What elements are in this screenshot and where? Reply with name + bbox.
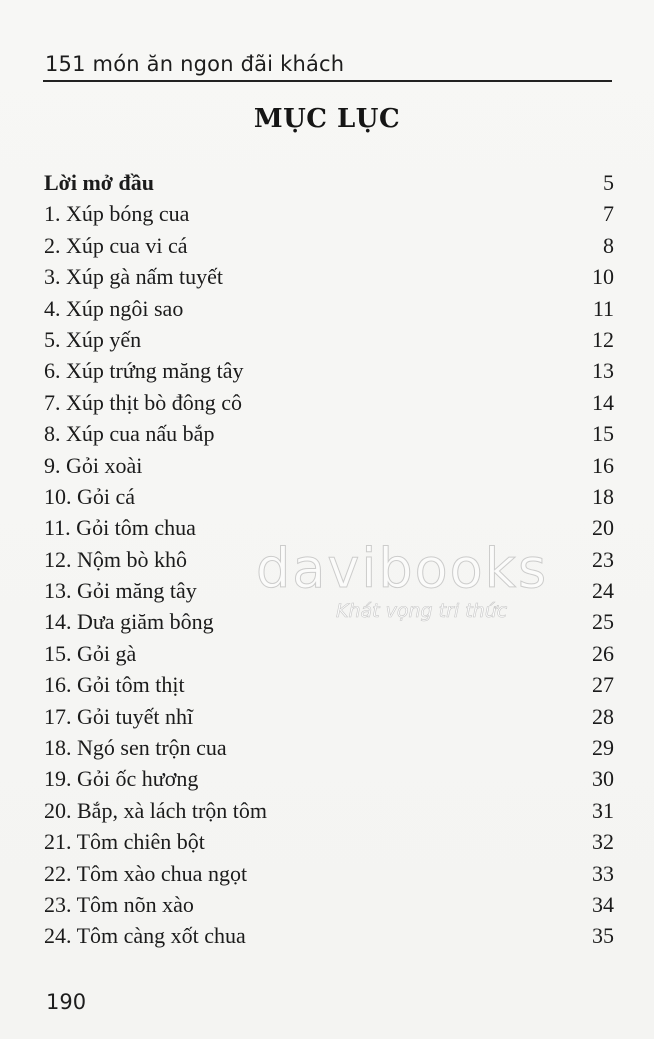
toc-entry-page: 27 (592, 672, 614, 698)
toc-entry-page: 20 (592, 515, 614, 541)
toc-entry-label: 15. Gỏi gà (44, 640, 137, 666)
toc-entry (44, 421, 614, 452)
toc-entry-label: 10. Gỏi cá (44, 483, 136, 509)
toc-entry (44, 327, 614, 358)
toc-entry-intro (44, 170, 614, 201)
toc-entry-page: 16 (592, 452, 614, 478)
toc-entry (44, 704, 614, 735)
toc-entry-page: 34 (592, 891, 614, 917)
toc-entry-label: 20. Bắp, xà lách trộn tôm (44, 797, 268, 823)
toc-entry-page: 35 (592, 923, 614, 949)
toc-entry-label: 1. Xúp bóng cua (44, 201, 190, 227)
toc-entry (44, 829, 614, 860)
toc-entry-page: 26 (592, 640, 614, 666)
toc-entry (44, 390, 614, 421)
watermark-tagline: Khát vọng tri thức (336, 600, 508, 622)
toc-entry-page: 15 (592, 421, 614, 447)
toc-entry-page: 8 (603, 232, 614, 258)
toc-entry (44, 923, 614, 954)
toc-entry-page: 13 (592, 358, 614, 384)
watermark-brand: davibooks (256, 537, 549, 600)
toc-entry-page: 25 (592, 609, 614, 635)
toc-entry (44, 515, 614, 546)
page-number: 190 (46, 990, 87, 1014)
toc-entry-page: 18 (592, 483, 614, 509)
toc-entry-page: 11 (592, 295, 614, 321)
toc-entry-label: 9. Gỏi xoài (44, 452, 143, 478)
toc-entry-label: 14. Dưa giăm bông (44, 609, 214, 635)
toc-entry-page: 12 (592, 326, 614, 352)
toc-entry-page: 30 (592, 766, 614, 792)
toc-entry-label: 17. Gỏi tuyết nhĩ (44, 703, 194, 729)
toc-entry (44, 578, 614, 609)
toc-entry-page: 33 (592, 860, 614, 886)
toc-entry (44, 233, 614, 264)
toc-entry (44, 798, 614, 829)
toc-entry-label: 21. Tôm chiên bột (44, 829, 205, 855)
toc-entry (44, 201, 614, 232)
toc-entry-label: 12. Nộm bò khô (44, 546, 187, 572)
toc-entry (44, 672, 614, 703)
toc-entry-page: 10 (592, 264, 614, 290)
toc-entry (44, 484, 614, 515)
running-header: 151 món ăn ngon đãi khách (45, 52, 345, 76)
toc-entry-label: 13. Gỏi măng tây (44, 578, 197, 604)
toc-entry-page: 24 (592, 578, 614, 604)
toc-entry-label: 24. Tôm càng xốt chua (44, 923, 246, 949)
toc-entry-label: 7. Xúp thịt bò đông cô (44, 389, 242, 415)
toc-entry-label: 3. Xúp gà nấm tuyết (44, 264, 224, 290)
toc-entry-label: 4. Xúp ngôi sao (44, 295, 184, 321)
toc-entry-page: 7 (603, 201, 614, 227)
toc-entry-label: 11. Gỏi tôm chua (44, 515, 196, 541)
toc-entry-page: 5 (603, 170, 614, 195)
toc-entry-label: Lời mở đầu (44, 170, 154, 195)
toc-entry-page: 29 (592, 735, 614, 761)
toc-entry (44, 735, 614, 766)
toc-entry-page: 31 (592, 797, 614, 823)
toc-entry (44, 296, 614, 327)
toc-entry-label: 19. Gỏi ốc hương (44, 766, 199, 792)
toc-entry-label: 16. Gỏi tôm thịt (44, 672, 185, 698)
toc-entry (44, 609, 614, 640)
toc-entry-page: 14 (592, 389, 614, 415)
toc-entry (44, 641, 614, 672)
toc-entry-page: 23 (592, 546, 614, 572)
toc-entry (44, 358, 614, 389)
toc-entry-label: 22. Tôm xào chua ngọt (44, 860, 248, 886)
toc-entry-label: 6. Xúp trứng măng tây (44, 358, 244, 384)
toc-entry-label: 5. Xúp yến (44, 326, 142, 352)
toc-entry (44, 547, 614, 578)
toc-entry (44, 861, 614, 892)
toc-entry (44, 264, 614, 295)
toc-entry-page: 28 (592, 703, 614, 729)
page-title: MỤC LỤC (253, 104, 401, 134)
toc-entry (44, 766, 614, 797)
toc-entry-label: 2. Xúp cua vi cá (44, 232, 188, 258)
header-rule (43, 80, 612, 82)
toc-entry-label: 23. Tôm nõn xào (44, 891, 194, 917)
toc-entry (44, 453, 614, 484)
table-of-contents (44, 170, 614, 955)
toc-entry-page: 32 (592, 829, 614, 855)
toc-entry (44, 892, 614, 923)
toc-entry-label: 8. Xúp cua nấu bắp (44, 421, 215, 447)
toc-entry-label: 18. Ngó sen trộn cua (44, 735, 227, 761)
